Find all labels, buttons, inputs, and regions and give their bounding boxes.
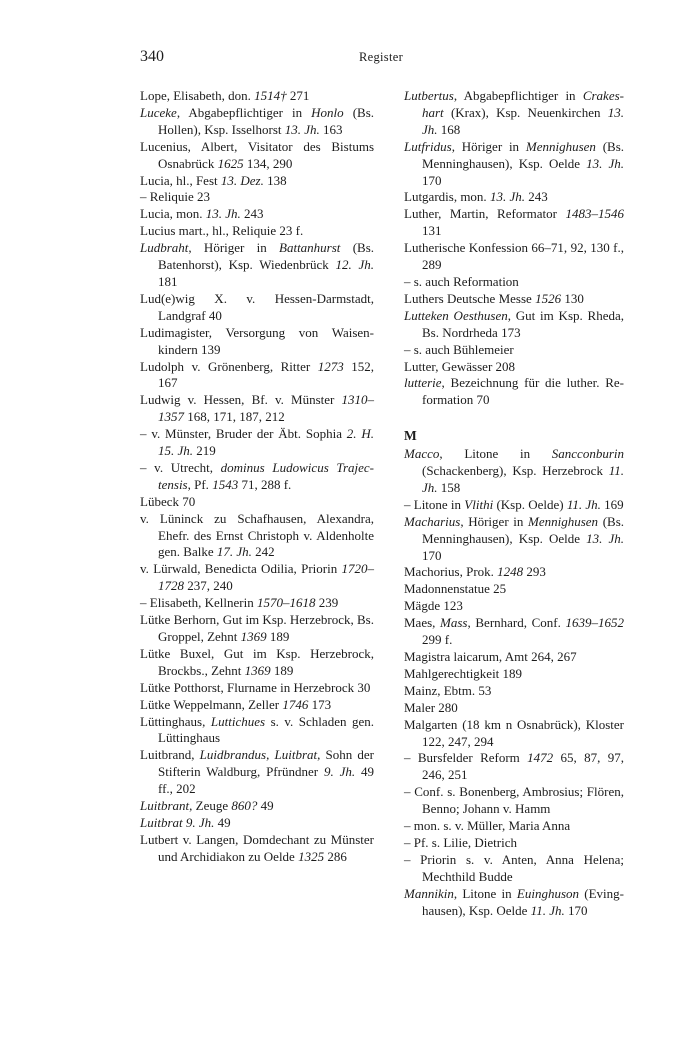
entry-text: (Bs. Batenhorst), Ksp. Wiedenbrück — [158, 240, 375, 273]
index-entry — [404, 666, 624, 683]
index-entry — [404, 240, 624, 274]
running-head: Register — [358, 50, 404, 64]
entry-text: 189 — [270, 662, 294, 678]
index-column-right — [404, 88, 624, 920]
entry-italic-text: 12. Jh. — [335, 257, 374, 273]
index-entry — [404, 598, 624, 615]
index-entry — [140, 240, 374, 291]
entry-text: 181 — [158, 273, 178, 289]
entry-italic-text: 11. Jh. — [530, 902, 565, 918]
index-entry — [404, 700, 624, 717]
entry-text: Maes, — [404, 615, 441, 631]
entry-italic-text: 11. Jh. — [566, 496, 601, 512]
index-entry — [404, 274, 624, 291]
entry-text: 163 — [319, 121, 343, 137]
page-number: 340 — [140, 48, 164, 65]
entry-italic-text: 1543 — [212, 476, 239, 492]
index-entry — [404, 581, 624, 598]
entry-text: , Bernhard, Conf. — [467, 615, 566, 631]
entry-italic-text: Mennighusen — [528, 513, 599, 529]
entry-text: (Bs. Menninghausen), Ksp. Oelde — [422, 138, 625, 171]
entry-text: 71, 288 f. — [238, 476, 292, 492]
entry-italic-text: 1369 — [244, 662, 271, 678]
entry-italic-text: Honlo — [311, 104, 344, 120]
entry-italic-text: Luceke — [140, 104, 177, 120]
index-entry — [404, 497, 624, 514]
entry-text: s. v. Schladen gen. Lüttinghaus — [158, 713, 374, 746]
entry-text: 169 — [600, 496, 624, 512]
entry-text: – Conf. s. Bonenberg, Ambrosius; Flören, Benno; Johann v. Hamm — [404, 784, 624, 817]
entry-italic-text: Luitbrat 9. Jh. — [140, 814, 215, 830]
entry-italic-text: 1720–1728 — [158, 561, 374, 594]
entry-text: 170 — [422, 172, 442, 188]
index-entry — [404, 514, 624, 565]
entry-text: – Litone in — [404, 496, 465, 512]
entry-text: Lutter, Gewässer 208 — [404, 358, 516, 374]
entry-text: , Höriger in — [451, 138, 526, 154]
entry-italic-text: Crakeshart — [422, 88, 624, 120]
entry-italic-text: 13. Jh. — [489, 189, 525, 205]
entry-text: , Sohn der Stifterin Waldburg, Pfründner — [158, 747, 374, 780]
entry-text: , Höriger in — [460, 513, 529, 529]
entry-italic-text: 1625 — [217, 155, 244, 171]
index-entry — [404, 564, 624, 581]
index-entry — [404, 446, 624, 497]
index-entry — [404, 852, 624, 886]
entry-italic-text: 13. Jh. — [284, 121, 320, 137]
entry-text: 49 — [257, 798, 274, 814]
section-letter-heading: M — [404, 428, 417, 444]
entry-text: 134, 290 — [243, 155, 293, 171]
entry-text: Magistra laicarum, Amt 264, 267 — [404, 649, 577, 664]
entry-italic-text: Macharius — [404, 513, 461, 529]
index-column-left — [140, 88, 374, 866]
entry-text: 299 f. — [422, 632, 453, 648]
entry-text: Lucia, hl., Fest — [140, 172, 221, 188]
entry-text: , Abgabepflichtiger in — [453, 88, 583, 103]
index-entry — [404, 308, 624, 342]
entry-italic-text: Lutfridus — [404, 138, 452, 154]
entry-text: Luther, Martin, Reformator — [404, 206, 566, 222]
entry-text: – Bursfelder Reform — [404, 750, 528, 766]
entry-italic-text: Lutteken Oesthusen — [404, 307, 508, 323]
entry-text: , Zeuge — [189, 798, 232, 814]
entry-text: 237, 240 — [184, 578, 233, 594]
entry-text: Mägde 123 — [404, 598, 463, 614]
entry-text: , Höriger in — [188, 240, 280, 256]
entry-text: – v. Utrecht, — [140, 459, 221, 475]
entry-text: 65, 87, 97, 246, 251 — [422, 750, 624, 783]
entry-text: , Abgabepflichtiger in — [176, 104, 312, 120]
index-entry — [404, 615, 624, 649]
index-entry — [140, 189, 374, 206]
index-entry — [140, 680, 374, 697]
entry-text: v. Lüninck zu Schafhausen, Alexandra, Ehefr. des Ernst Christoph v. Aldenholte gen. Balke — [140, 510, 374, 560]
entry-text: (Evinghausen), Ksp. Oelde — [422, 885, 624, 918]
entry-text: Lud(e)wig X. v. Hessen-Darmstadt, Landgraf 40 — [140, 290, 374, 323]
entry-text: 49 ff., 202 — [158, 764, 374, 797]
entry-text: – s. auch Bühlemeier — [404, 341, 514, 357]
index-entry — [404, 206, 624, 240]
entry-text: – s. auch Reformation — [404, 273, 519, 289]
entry-text: Lucia, mon. — [140, 206, 206, 222]
entry-italic-text: 1472 — [527, 750, 554, 766]
entry-text: 138 — [263, 172, 287, 188]
entry-text: , Litone in — [453, 885, 517, 901]
index-entry — [404, 189, 624, 206]
index-entry — [140, 612, 374, 646]
index-entry — [140, 815, 374, 832]
entry-italic-text: 1483–1546 — [565, 206, 624, 222]
entry-text: Maler 280 — [404, 699, 458, 715]
entry-italic-text: Battanhurst — [279, 240, 341, 256]
entry-text: 189 — [266, 629, 290, 644]
entry-italic-text: Mass — [440, 615, 468, 631]
index-entry — [140, 206, 374, 223]
entry-text: 168, 171, 187, 212 — [184, 409, 285, 425]
entry-text: v. Lürwald, Benedicta Odilia, Priorin — [140, 561, 342, 577]
entry-text: Madonnenstatue 25 — [404, 581, 507, 597]
index-entry — [140, 595, 374, 612]
entry-italic-text: Sancconburin — [551, 446, 624, 462]
index-entry — [140, 105, 374, 139]
entry-italic-text: lutterie — [404, 375, 442, 391]
index-entry — [404, 784, 624, 818]
entry-text: 243 — [240, 206, 264, 222]
index-entry — [404, 649, 624, 666]
entry-italic-text: 2. H. 15. Jh. — [158, 426, 374, 459]
index-entry — [140, 460, 374, 494]
entry-text: – Elisabeth, Kellnerin — [140, 595, 257, 611]
entry-italic-text: Luttichues — [210, 713, 266, 729]
index-entry — [404, 88, 624, 139]
entry-italic-text: Euinghuson — [516, 885, 580, 901]
entry-italic-text: 13. Jh. — [422, 104, 624, 137]
entry-italic-text: Ludbraht — [140, 240, 189, 256]
index-entry — [404, 683, 624, 700]
entry-italic-text: 1570–1618 — [256, 595, 316, 611]
entry-text: 158 — [437, 479, 461, 495]
entry-text: , Pf. — [187, 476, 213, 492]
entry-italic-text: Mannikin — [404, 885, 454, 901]
entry-italic-text: 13. Jh. — [586, 530, 625, 546]
index-entry — [140, 832, 374, 866]
entry-text: 243 — [524, 189, 548, 205]
index-entry — [404, 818, 624, 835]
entry-text: Lübeck 70 — [140, 493, 196, 509]
entry-text: 152, 167 — [158, 358, 374, 391]
entry-text: 293 — [523, 564, 546, 580]
entry-text: 170 — [422, 547, 442, 563]
index-entry — [404, 359, 624, 376]
entry-text: Mainz, Ebtm. 53 — [404, 682, 492, 698]
entry-text: 271 — [286, 88, 310, 103]
entry-text: (Schackenberg), Ksp. Herzebrock — [422, 463, 609, 479]
entry-text: Lutherische Konfession 66–71, 92, 130 f., 289 — [404, 240, 624, 273]
entry-text: Lüttinghaus, — [140, 713, 211, 729]
entry-text: Mahlgerechtigkeit 189 — [404, 665, 523, 681]
entry-text: 239 — [315, 595, 339, 611]
index-entry — [140, 426, 374, 460]
entry-text: – Pf. s. Lilie, Dietrich — [404, 834, 518, 850]
entry-text: 170 — [564, 902, 588, 918]
entry-text: – mon. s. v. Müller, Maria Anna — [404, 818, 571, 834]
entry-italic-text: Lutbertus — [404, 88, 454, 103]
entry-text: 131 — [422, 223, 442, 239]
index-entry — [404, 750, 624, 784]
entry-text: , Gut im Ksp. Rheda, Bs. Nordrheda 173 — [422, 307, 625, 340]
entry-italic-text: 1639–1652 — [565, 615, 624, 631]
entry-text: Machorius, Prok. — [404, 564, 498, 580]
entry-text: 242 — [251, 544, 275, 560]
entry-text: (Bs. Hollen), Ksp. Isselhorst — [158, 104, 375, 137]
entry-italic-text: Luitbrant — [140, 798, 190, 814]
entry-text: Lope, Elisabeth, don. — [140, 88, 255, 103]
index-entry — [404, 886, 624, 920]
page-header — [140, 48, 622, 72]
entry-italic-text: 1514† — [254, 88, 287, 103]
entry-text: – Reliquie 23 — [140, 189, 211, 205]
entry-text: Lutbert v. Langen, Domdechant zu Münster und Archidiakon zu Oelde — [140, 831, 374, 864]
entry-text: Lucius mart., hl., Reliquie 23 f. — [140, 223, 304, 239]
entry-italic-text: dominus Ludowicus Trajectensis — [158, 459, 374, 492]
entry-text: (Bs. Menninghausen), Ksp. Oelde — [422, 513, 624, 546]
index-entry — [404, 835, 624, 852]
index-entry — [140, 139, 374, 173]
index-entry — [140, 798, 374, 815]
entry-italic-text: 9. Jh. — [323, 764, 356, 780]
entry-italic-text: Vlithi — [464, 496, 494, 512]
index-entry — [140, 392, 374, 426]
entry-italic-text: Mennighusen — [525, 138, 596, 154]
entry-italic-text: 13. Jh. — [586, 155, 625, 171]
index-entry — [140, 173, 374, 190]
index-entry — [140, 325, 374, 359]
entry-italic-text: 1526 — [535, 290, 562, 306]
index-entry — [140, 223, 374, 240]
entry-text: – v. Münster, Bruder der Äbt. Sophia — [140, 426, 347, 442]
entry-text: 49 — [214, 814, 231, 830]
entry-italic-text: 1369 — [240, 629, 267, 644]
entry-italic-text: 1248 — [497, 564, 524, 580]
entry-text: (Ksp. Oelde) — [493, 496, 567, 512]
index-entry — [140, 714, 374, 748]
entry-text: 286 — [324, 848, 347, 864]
entry-italic-text: 13. Jh. — [205, 206, 241, 222]
entry-text: Ludolph v. Grönenberg, Ritter — [140, 358, 318, 374]
entry-text: Lütke Weppelmann, Zeller — [140, 696, 283, 712]
entry-text: Ludwig v. Hessen, Bf. v. Münster — [140, 392, 342, 408]
entry-text: (Krax), Ksp. Neuenkirchen — [443, 104, 608, 120]
entry-italic-text: 1746 — [282, 696, 309, 712]
index-entry — [140, 494, 374, 511]
entry-text: 168 — [437, 121, 461, 137]
index-entry — [140, 747, 374, 798]
entry-text: , Litone in — [439, 446, 552, 462]
entry-text: – Priorin s. v. Anten, Anna Helena; Mechthild Budde — [404, 851, 624, 884]
index-entry — [140, 291, 374, 325]
entry-text: , Bezeichnung für die luther. Reformation 70 — [422, 375, 624, 408]
entry-italic-text: Macco — [404, 446, 440, 462]
index-entry — [140, 359, 374, 393]
index-entry — [140, 88, 374, 105]
entry-text: Lütke Berhorn, Gut im Ksp. Herzebrock, Bs. Groppel, Zehnt — [140, 612, 374, 644]
entry-text: Malgarten (18 km n Osnabrück), Kloster 122, 247, 294 — [404, 716, 624, 749]
entry-italic-text: 1325 — [298, 848, 325, 864]
entry-text: 219 — [193, 443, 216, 459]
entry-italic-text: 1273 — [317, 358, 344, 374]
entry-italic-text: 860? — [231, 798, 258, 814]
entry-text: Lucenius, Albert, Visitator des Bistums Osnabrück — [140, 138, 374, 171]
index-entry — [140, 511, 374, 562]
entry-italic-text: 1310–1357 — [158, 392, 374, 425]
entry-text: Ludimagister, Versorgung von Waisenkindern 139 — [140, 324, 374, 357]
entry-italic-text: 13. Dez. — [220, 172, 264, 188]
entry-italic-text: 11. Jh. — [422, 463, 624, 495]
index-entry — [404, 139, 624, 190]
entry-text: Luthers Deutsche Messe — [404, 290, 536, 306]
entry-text: 173 — [308, 696, 332, 712]
entry-text: Lütke Buxel, Gut im Ksp. Herzebrock, Brockbs., Zehnt — [140, 645, 374, 678]
index-entry — [140, 561, 374, 595]
index-entry — [140, 646, 374, 680]
entry-text: Lutgardis, mon. — [404, 189, 490, 205]
index-entry — [404, 342, 624, 359]
index-entry — [404, 717, 624, 751]
index-entry — [404, 291, 624, 308]
index-entry — [140, 697, 374, 714]
entry-text: Lütke Potthorst, Flurname in Herzebrock 30 — [140, 679, 371, 695]
entry-italic-text: 17. Jh. — [216, 544, 252, 560]
entry-italic-text: Luidbrandus, Luitbrat — [199, 747, 318, 763]
index-entry — [404, 375, 624, 409]
entry-text: Luitbrand, — [140, 747, 200, 763]
entry-text: 130 — [561, 290, 584, 306]
